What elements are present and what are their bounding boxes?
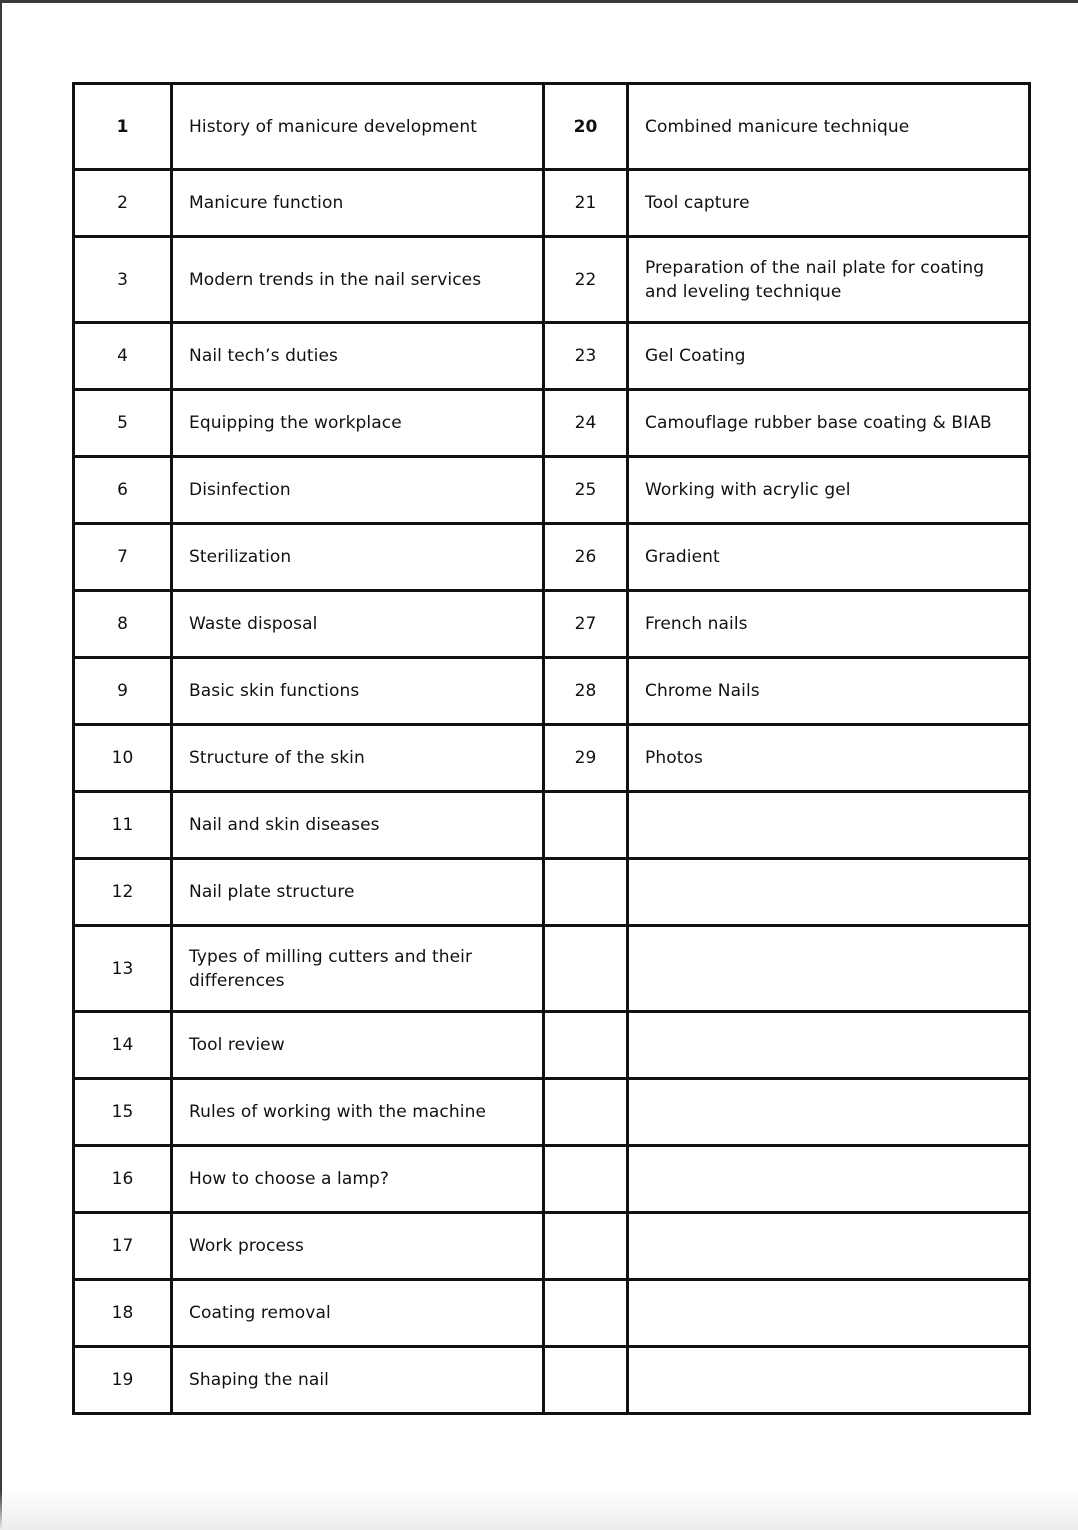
empty-cell	[544, 859, 628, 926]
lesson-title: History of manicure development	[172, 84, 544, 170]
lesson-title: Tool review	[172, 1012, 544, 1079]
lesson-title: Nail tech’s duties	[172, 323, 544, 390]
empty-cell	[628, 1347, 1030, 1414]
lesson-title: Camouflage rubber base coating & BIAB	[628, 390, 1030, 457]
lesson-number: 25	[544, 457, 628, 524]
table-row	[74, 859, 1030, 926]
lesson-number: 16	[74, 1146, 172, 1213]
lesson-title: Coating removal	[172, 1280, 544, 1347]
empty-cell	[628, 792, 1030, 859]
lesson-number: 17	[74, 1213, 172, 1280]
lesson-number: 11	[74, 792, 172, 859]
empty-cell	[544, 926, 628, 1012]
lesson-number: 19	[74, 1347, 172, 1414]
lesson-title: Rules of working with the machine	[172, 1079, 544, 1146]
lesson-title: Tool capture	[628, 170, 1030, 237]
empty-cell	[544, 792, 628, 859]
lesson-title: Modern trends in the nail services	[172, 237, 544, 323]
lesson-number: 26	[544, 524, 628, 591]
table-row	[74, 323, 1030, 390]
table-row	[74, 457, 1030, 524]
lesson-number: 29	[544, 725, 628, 792]
lesson-title: Basic skin functions	[172, 658, 544, 725]
page-bottom-shadow	[0, 1490, 1078, 1530]
empty-cell	[628, 1213, 1030, 1280]
table-row	[74, 926, 1030, 1012]
lesson-number: 15	[74, 1079, 172, 1146]
lesson-title: Combined manicure technique	[628, 84, 1030, 170]
lesson-title: Gradient	[628, 524, 1030, 591]
empty-cell	[544, 1079, 628, 1146]
lesson-number: 2	[74, 170, 172, 237]
table-row	[74, 524, 1030, 591]
empty-cell	[628, 1012, 1030, 1079]
table-row	[74, 1012, 1030, 1079]
lesson-number: 22	[544, 237, 628, 323]
lesson-title: Structure of the skin	[172, 725, 544, 792]
table-row	[74, 658, 1030, 725]
table-row	[74, 1347, 1030, 1414]
lesson-number: 12	[74, 859, 172, 926]
lesson-number: 27	[544, 591, 628, 658]
empty-cell	[544, 1012, 628, 1079]
empty-cell	[544, 1146, 628, 1213]
lesson-number: 20	[544, 84, 628, 170]
lesson-number: 1	[74, 84, 172, 170]
page-frame-left	[0, 0, 2, 1530]
lesson-title: Preparation of the nail plate for coating and leveling technique	[628, 237, 1030, 323]
lesson-number: 6	[74, 457, 172, 524]
empty-cell	[628, 859, 1030, 926]
lesson-title: Nail and skin diseases	[172, 792, 544, 859]
lesson-title: How to choose a lamp?	[172, 1146, 544, 1213]
empty-cell	[544, 1347, 628, 1414]
empty-cell	[628, 1146, 1030, 1213]
lesson-number: 10	[74, 725, 172, 792]
table-row	[74, 84, 1030, 170]
lesson-number: 4	[74, 323, 172, 390]
lesson-title: Disinfection	[172, 457, 544, 524]
lesson-number: 24	[544, 390, 628, 457]
lesson-title: Photos	[628, 725, 1030, 792]
lesson-title: Types of milling cutters and their differences	[172, 926, 544, 1012]
table-row	[74, 170, 1030, 237]
lesson-title: Waste disposal	[172, 591, 544, 658]
lesson-number: 5	[74, 390, 172, 457]
lesson-title: Chrome Nails	[628, 658, 1030, 725]
table-row	[74, 725, 1030, 792]
lesson-number: 14	[74, 1012, 172, 1079]
table-row	[74, 792, 1030, 859]
lesson-title: Working with acrylic gel	[628, 457, 1030, 524]
empty-cell	[544, 1280, 628, 1347]
empty-cell	[544, 1213, 628, 1280]
lesson-title: Equipping the workplace	[172, 390, 544, 457]
lesson-title: Nail plate structure	[172, 859, 544, 926]
lesson-number: 18	[74, 1280, 172, 1347]
lesson-number: 9	[74, 658, 172, 725]
page-frame-top	[0, 0, 1078, 3]
lesson-title: Work process	[172, 1213, 544, 1280]
lesson-number: 28	[544, 658, 628, 725]
lesson-number: 23	[544, 323, 628, 390]
table-row	[74, 390, 1030, 457]
lesson-title: French nails	[628, 591, 1030, 658]
table-row	[74, 1280, 1030, 1347]
lesson-number: 21	[544, 170, 628, 237]
table-row	[74, 1146, 1030, 1213]
table-row	[74, 591, 1030, 658]
empty-cell	[628, 1079, 1030, 1146]
lesson-title: Sterilization	[172, 524, 544, 591]
lesson-number: 7	[74, 524, 172, 591]
lesson-number: 13	[74, 926, 172, 1012]
lesson-number: 8	[74, 591, 172, 658]
lesson-number: 3	[74, 237, 172, 323]
table-row	[74, 1079, 1030, 1146]
lesson-title: Gel Coating	[628, 323, 1030, 390]
empty-cell	[628, 1280, 1030, 1347]
contents-table	[72, 82, 1031, 1415]
lesson-title: Manicure function	[172, 170, 544, 237]
empty-cell	[628, 926, 1030, 1012]
table-row	[74, 1213, 1030, 1280]
table-row	[74, 237, 1030, 323]
lesson-title: Shaping the nail	[172, 1347, 544, 1414]
